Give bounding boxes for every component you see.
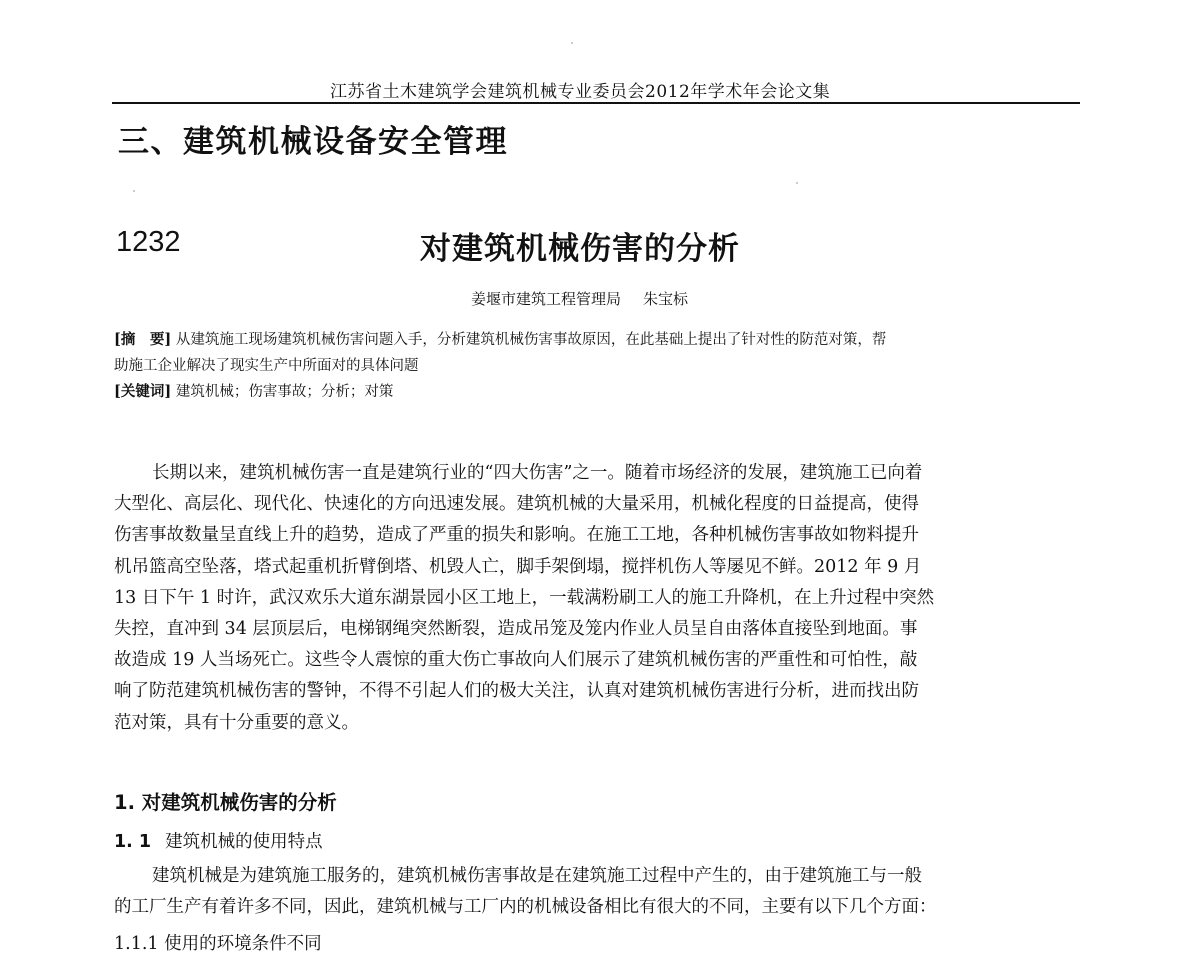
section-heading: 三、建筑机械设备安全管理 [118,124,508,160]
scan-speck [133,190,135,192]
heading-level-1: 1. 对建筑机械伤害的分析 [114,791,337,814]
section-line: 建筑机械是为建筑施工服务的，建筑机械伤害事故是在建筑施工过程中产生的，由于建筑施工与一般 [152,866,922,886]
author-line [471,288,688,309]
section-line: 的工厂生产有着许多不同，因此，建筑机械与工厂内的机械设备相比有很大的不同，主要有以下几个方面： [114,897,937,918]
heading-level-2-number: 1. 1 [114,832,152,852]
intro-line: 响了防范建筑机械伤害的警钟，不得不引起人们的极大关注，认真对建筑机械伤害进行分析，进而找出防 [114,681,919,702]
intro-line: 大型化、高层化、现代化、快速化的方向迅速发展。建筑机械的大量采用，机械化程度的日益提高，使得 [114,494,919,515]
intro-line: 机吊篮高空坠落，塔式起重机折臂倒塔、机毁人亡，脚手架倒塌，搅拌机伤人等屡见不鲜。2012 年 9 月 [114,556,922,577]
intro-line: 伤害事故数量呈直线上升的趋势，造成了严重的损失和影响。在施工工地，各种机械伤害事故如物料提升 [114,525,919,546]
abstract-text-1: 从建筑施工现场建筑机械伤害问题入手，分析建筑机械伤害事故原因，在此基础上提出了针对性的防范对策，帮 [175,332,887,348]
author-affiliation: 姜堰市建筑工程管理局 [471,290,622,308]
partial-next-line: 1.1.1 使用的环境条件不同 [114,934,322,954]
abstract-text-2: 助施工企业解决了现实生产中所面对的具体问题 [114,358,419,374]
abstract-block [114,327,1080,405]
abstract-line [114,353,1080,379]
keywords-label: [关键词] [114,383,172,400]
paper-title: 对建筑机械伤害的分析 [420,231,740,267]
header-rule [112,102,1080,104]
scan-speck [796,182,798,184]
intro-paragraph [114,458,1080,739]
heading-level-2-text: 建筑机械的使用特点 [165,832,323,852]
paper-number: 1232 [116,226,181,258]
intro-line: 长期以来，建筑机械伤害一直是建筑行业的“四大伤害”之一。随着市场经济的发展，建筑施工已向着 [152,463,923,483]
section-paragraph [114,861,1080,923]
keywords-line [114,379,1080,405]
heading-level-2 [114,828,323,853]
intro-line: 13 日下午 1 时许，武汉欢乐大道东湖景园小区工地上，一载满粉刷工人的施工升降机，在上升过程中突然 [114,587,935,608]
intro-line: 失控，直冲到 34 层顶层后，电梯钢绳突然断裂，造成吊笼及笼内作业人员呈自由落体直接坠到地面。事 [114,619,918,640]
scan-speck [571,42,573,44]
abstract-label: [摘 要] [114,331,172,348]
keywords-text: 建筑机械；伤害事故；分析；对策 [175,384,394,400]
intro-line: 故造成 19 人当场死亡。这些令人震惊的重大伤亡事故向人们展示了建筑机械伤害的严重性和可怕性，敲 [114,650,918,671]
running-header: 江苏省土木建筑学会建筑机械专业委员会2012年学术年会论文集 [330,82,831,102]
author-name: 朱宝标 [643,290,689,308]
intro-line: 范对策，具有十分重要的意义。 [114,712,359,733]
abstract-line [114,327,1080,353]
